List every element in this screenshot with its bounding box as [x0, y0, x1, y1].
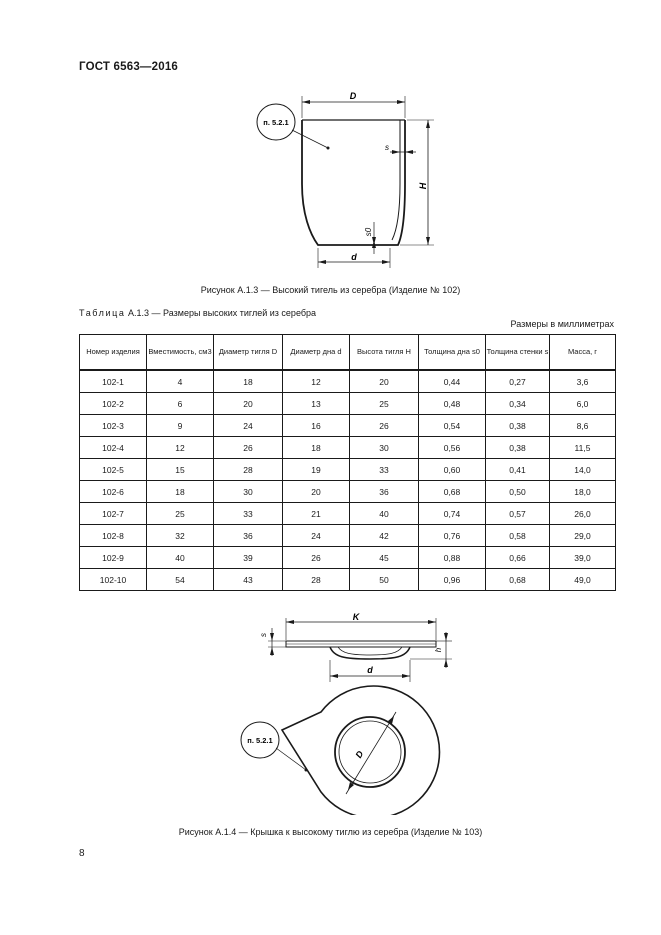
table-cell: 6,0: [550, 393, 616, 415]
table-cell: 102-2: [80, 393, 147, 415]
col-header: Толщина стенки s: [486, 335, 550, 371]
table-cell: 36: [350, 481, 419, 503]
table-cell: 24: [214, 415, 283, 437]
table-cell: 26: [214, 437, 283, 459]
table-cell: 13: [283, 393, 350, 415]
table-title-text: А.1.3 — Размеры высоких тиглей из серебра: [128, 308, 317, 318]
dim-s0-label: s0: [364, 227, 373, 237]
table-cell: 0,76: [419, 525, 486, 547]
figure-1-caption: Рисунок А.1.3 — Высокий тигель из серебра (Изделие № 102): [200, 285, 461, 295]
table-cell: 49,0: [550, 569, 616, 591]
page-number: 8: [79, 848, 85, 859]
table-cell: 15: [147, 459, 214, 481]
table-cell: 8,6: [550, 415, 616, 437]
table-cell: 0,60: [419, 459, 486, 481]
table-cell: 102-9: [80, 547, 147, 569]
table-cell: 20: [214, 393, 283, 415]
table-title-prefix: Таблица: [79, 308, 126, 318]
col-header: Толщина дна s0: [419, 335, 486, 371]
table-cell: 102-5: [80, 459, 147, 481]
table-cell: 28: [214, 459, 283, 481]
col-header: Диаметр тигля D: [214, 335, 283, 371]
table-row: [80, 503, 616, 525]
table-cell: 40: [350, 503, 419, 525]
table-cell: 39,0: [550, 547, 616, 569]
table-cell: 25: [147, 503, 214, 525]
table-cell: 0,88: [419, 547, 486, 569]
table-cell: 0,41: [486, 459, 550, 481]
table-cell: 18: [147, 481, 214, 503]
dim-s-label: s: [259, 633, 268, 637]
table-cell: 18: [283, 437, 350, 459]
table-cell: 0,34: [486, 393, 550, 415]
table-cell: 33: [350, 459, 419, 481]
table-cell: 30: [214, 481, 283, 503]
table-units: Размеры в миллиметрах: [510, 319, 614, 329]
dim-D-label: D: [353, 749, 366, 760]
callout-label: п. 5.2.1: [247, 736, 273, 745]
table-cell: 6: [147, 393, 214, 415]
dimensions-table: [79, 334, 616, 591]
col-header: Диаметр дна d: [283, 335, 350, 371]
page-header: ГОСТ 6563—2016: [79, 61, 179, 73]
table-row: [80, 370, 616, 393]
col-header: Вместимость, см3: [147, 335, 214, 371]
crucible-drawing: [240, 82, 450, 277]
table-cell: 0,56: [419, 437, 486, 459]
table-cell: 50: [350, 569, 419, 591]
table-cell: 39: [214, 547, 283, 569]
table-cell: 0,44: [419, 370, 486, 393]
dim-H-label: H: [418, 182, 428, 190]
table-cell: 18,0: [550, 481, 616, 503]
table-cell: 30: [350, 437, 419, 459]
table-title: [79, 308, 316, 318]
table-cell: 9: [147, 415, 214, 437]
col-header: Масса, г: [550, 335, 616, 371]
table-cell: 26: [283, 547, 350, 569]
table-cell: 0,50: [486, 481, 550, 503]
table-cell: 43: [214, 569, 283, 591]
table-cell: 54: [147, 569, 214, 591]
table-cell: 42: [350, 525, 419, 547]
table-cell: 0,68: [486, 569, 550, 591]
table-cell: 102-10: [80, 569, 147, 591]
lid-drawing: [230, 610, 465, 815]
dim-h-label: h: [434, 647, 443, 653]
table-cell: 0,58: [486, 525, 550, 547]
dim-d-label: d: [367, 665, 373, 675]
table-cell: 16: [283, 415, 350, 437]
table-cell: 102-3: [80, 415, 147, 437]
table-row: [80, 459, 616, 481]
table-header-row: [80, 335, 616, 371]
table-cell: 102-1: [80, 370, 147, 393]
table-cell: 0,68: [419, 481, 486, 503]
col-header: Номер изделия: [80, 335, 147, 371]
table-cell: 25: [350, 393, 419, 415]
table-cell: 40: [147, 547, 214, 569]
table-cell: 102-6: [80, 481, 147, 503]
table-cell: 11,5: [550, 437, 616, 459]
table-cell: 26,0: [550, 503, 616, 525]
table-cell: 3,6: [550, 370, 616, 393]
table-cell: 28: [283, 569, 350, 591]
table-cell: 36: [214, 525, 283, 547]
table-row: [80, 481, 616, 503]
table-cell: 0,66: [486, 547, 550, 569]
table-cell: 0,48: [419, 393, 486, 415]
table-cell: 0,57: [486, 503, 550, 525]
table-cell: 32: [147, 525, 214, 547]
dim-D-label: D: [349, 91, 357, 101]
table-cell: 20: [283, 481, 350, 503]
table-cell: 0,96: [419, 569, 486, 591]
table-cell: 45: [350, 547, 419, 569]
table-cell: 0,27: [486, 370, 550, 393]
table-cell: 102-7: [80, 503, 147, 525]
table-cell: 26: [350, 415, 419, 437]
table-cell: 4: [147, 370, 214, 393]
table-cell: 0,38: [486, 415, 550, 437]
table-cell: 21: [283, 503, 350, 525]
table-row: [80, 569, 616, 591]
table-cell: 0,54: [419, 415, 486, 437]
table-cell: 29,0: [550, 525, 616, 547]
table-cell: 12: [147, 437, 214, 459]
table-cell: 19: [283, 459, 350, 481]
table-cell: 0,38: [486, 437, 550, 459]
table-row: [80, 437, 616, 459]
dim-d-label: d: [351, 252, 357, 262]
table-cell: 102-4: [80, 437, 147, 459]
table-cell: 12: [283, 370, 350, 393]
table-row: [80, 525, 616, 547]
table-cell: 102-8: [80, 525, 147, 547]
table-row: [80, 393, 616, 415]
table-cell: 18: [214, 370, 283, 393]
table-cell: 0,74: [419, 503, 486, 525]
table-cell: 14,0: [550, 459, 616, 481]
table-cell: 24: [283, 525, 350, 547]
table-row: [80, 547, 616, 569]
table-cell: 33: [214, 503, 283, 525]
callout-label: п. 5.2.1: [263, 118, 289, 127]
col-header: Высота тигля H: [350, 335, 419, 371]
dim-s-label: s: [385, 143, 389, 152]
table-cell: 20: [350, 370, 419, 393]
figure-2-caption: Рисунок А.1.4 — Крышка к высокому тиглю из серебра (Изделие № 103): [178, 827, 483, 837]
dim-K-label: K: [352, 612, 360, 622]
table-row: [80, 415, 616, 437]
